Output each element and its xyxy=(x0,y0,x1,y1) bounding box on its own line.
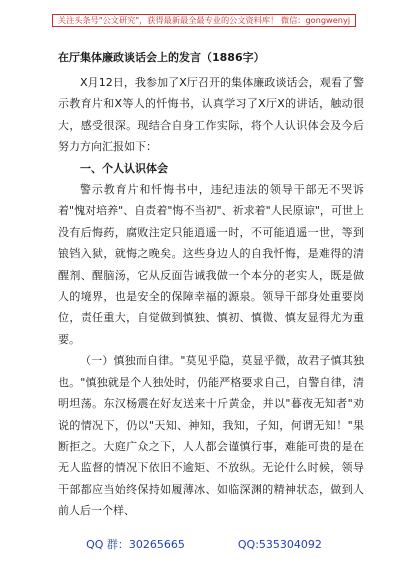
footer-qq-number: QQ:535304092 xyxy=(237,538,322,551)
document-body xyxy=(58,50,364,522)
banner-text: 关注头条号"公文研究"，获得最新最全最专业的公文资料库！ 微信：gongwenyj xyxy=(52,14,356,27)
section-heading-1: 一、个人认识体会 xyxy=(80,161,168,175)
footer-contacts xyxy=(0,536,408,552)
footer-qq-group: QQ 群：30265665 xyxy=(86,538,185,551)
section-1-paragraph-2: （一）慎独而自律。"莫见乎隐，莫显乎微，故君子慎其独也。"慎独就是个人独处时，仍能严格要求自己，自警自律，清明坦荡。东汉杨震在好友送来十斤黄金，并以"暮夜无知者"劝说的情况下，仍以"天知、神知，我知，子知，何谓无知！"果断拒之。大庭广众之下，人人都会谨慎行事，难能可贵的是在无人监督的情况下依旧不逾矩、不放纵。无论什么时候，领导干部都应当始终保持如履薄冰、如临深渊的精神状态，做到人前人后一个样、 xyxy=(58,354,364,518)
intro-paragraph: X月12日，我参加了X厅召开的集体廉政谈话会，观看了警示教育片和X等人的忏悔书，认真学习了X厅X的讲话，触动很大，感受很深。现结合自身工作实际，将个人认识体会及今后努力方向汇报如下： xyxy=(58,76,364,154)
section-1-paragraph-1: 警示教育片和忏悔书中，违纪违法的领导干部无不哭诉着"愧对培养"、自责着"悔不当初"、祈求着"人民原谅"，可世上没有后悔药，腐败注定只能逍遥一时，不可能逍遥一世，等到锒铛入狱，就悔之晚矣。这些身边人的自我忏悔，是难得的清醒剂、醒脑汤，它从反面告诫我做一个本分的老实人，既是做人的境界，也是安全的保障幸福的源泉。领导干部身处重要岗位，责任重大，自觉做到慎独、慎初、慎微、慎友显得尤为重要。 xyxy=(58,183,364,346)
document-title: 在厅集体廉政谈话会上的发言（1886字） xyxy=(58,51,265,64)
header-banner xyxy=(0,8,408,27)
